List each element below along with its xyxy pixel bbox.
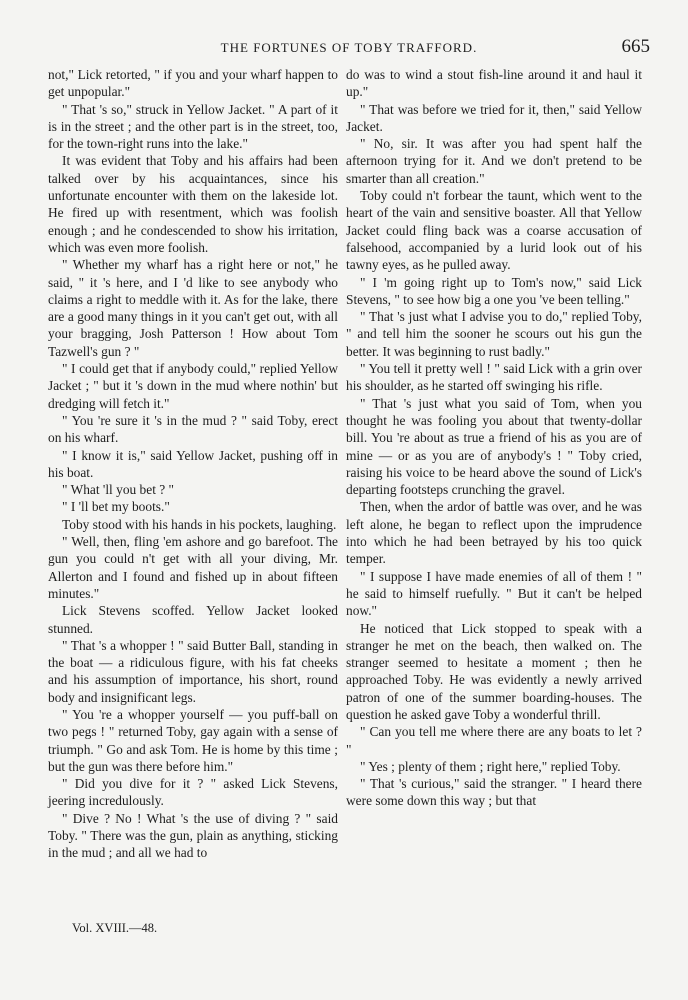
paragraph: " Whether my wharf has a right here or not," he said, " it 's here, and I 'd like to see anybody who claims a right to meddle with it. As for the lake, there are a good many things in it you can't get out, with all your bragging, Josh Patterson ! How about Tom Tazwell's gun ? " <box>48 257 338 359</box>
page-header <box>48 36 650 62</box>
right-column <box>346 66 642 810</box>
paragraph: " That 's curious," said the stranger. " I heard there were some down this way ; but that <box>346 776 642 809</box>
paragraph: " Did you dive for it ? " asked Lick Stevens, jeering incredulously. <box>48 776 338 809</box>
paragraph: " That 's just what you said of Tom, when you thought he was fooling you about that twenty-dollar bill. You 're about as true a friend of his as you are of mine — or as you are of anybody's ! " Toby cried, raising his voice to be heard above the sound of Lick's departing footsteps crunching the gravel. <box>346 395 642 498</box>
paragraph: Toby stood with his hands in his pockets, laughing. <box>62 516 337 532</box>
paragraph: do was to wind a stout fish-line around it and haul it up." <box>346 67 642 100</box>
paragraph: " You 're a whopper yourself — you puff-ball on two pegs ! " returned Toby, gay again with a sense of triumph. " Go and ask Tom. He is home by this time ; but the gun was there before him." <box>48 706 338 774</box>
paragraph: " What 'll you bet ? " <box>62 482 175 498</box>
paragraph: " I suppose I have made enemies of all of them ! " he said to himself ruefully. " But it can't be helped now." <box>346 568 642 619</box>
paragraph: " I 'm going right up to Tom's now," said Lick Stevens, " to see how big a one you 've been telling." <box>346 274 642 307</box>
paragraph: He noticed that Lick stopped to speak with a stranger he met on the beach, then walked on. The stranger seemed to hesitate a moment ; then he approached Toby. He was evidently a newly arrived patron of one of the summer boarding-houses. The question he asked gave Toby a wonderful thrill. <box>346 620 642 722</box>
paragraph: Then, when the ardor of battle was over, and he was left alone, he began to reflect upon the imprudence into which he had been betrayed by his too quick temper. <box>346 499 642 567</box>
paragraph: " Yes ; plenty of them ; right here," replied Toby. <box>360 758 621 774</box>
paragraph: " That was before we tried for it, then," said Yellow Jacket. <box>346 101 642 134</box>
paragraph: " I know it is," said Yellow Jacket, pushing off in his boat. <box>48 447 338 480</box>
paragraph: " Can you tell me where there are any boats to let ? " <box>346 724 642 757</box>
paragraph: " You tell it pretty well ! " said Lick with a grin over his shoulder, as he started off swinging his rifle. <box>346 361 642 394</box>
paragraph: " That 's a whopper ! " said Butter Ball, standing in the boat — a ridiculous figure, with his fat cheeks and his assumption of importance, his short, round body and insignificant legs. <box>48 637 338 705</box>
paragraph: " Dive ? No ! What 's the use of diving ? " said Toby. " There was the gun, plain as anything, sticking in the mud ; and all we had to <box>48 810 338 861</box>
paragraph: Lick Stevens scoffed. Yellow Jacket looked stunned. <box>48 603 338 636</box>
paragraph: " That 's so," struck in Yellow Jacket. " A part of it is in the street ; and the other part is in the street, too, for the town-right runs into the lake." <box>48 101 338 152</box>
paragraph: " No, sir. It was after you had spent half the afternoon trying for it. And we don't pretend to be smarter than all creation." <box>346 136 642 186</box>
paragraph: It was evident that Toby and his affairs had been talked over by his acquaintances, since his unfortunate encounter with them on the lakeside lot. He fired up with resentment, which was foolish enough ; and he condescended to show his irritation, which was even more foolish. <box>48 153 338 255</box>
page-number: 665 <box>621 36 650 57</box>
paragraph: " You 're sure it 's in the mud ? " said Toby, erect on his wharf. <box>48 412 338 446</box>
volume-signature: Vol. XVIII.—48. <box>72 921 158 935</box>
paragraph: " I could get that if anybody could," replied Yellow Jacket ; " but it 's down in the mud where nothin' but dredging will fetch it." <box>48 361 338 411</box>
running-title: THE FORTUNES OF TOBY TRAFFORD. <box>220 40 478 55</box>
paragraph: " Well, then, fling 'em ashore and go barefoot. The gun you could n't get with all your diving, Mr. Allerton and I found and fished up in about fifteen minutes." <box>48 534 338 601</box>
paragraph: " That 's just what I advise you to do," replied Toby, " and tell him the sooner he scours out his gun the better. It was beginning to rust badly." <box>346 309 642 359</box>
paragraph: not," Lick retorted, " if you and your wharf happen to get unpopular." <box>48 67 338 100</box>
left-column <box>48 66 338 862</box>
paragraph: Toby could n't forbear the taunt, which went to the heart of the vain and sensitive boaster. All that Yellow Jacket could fling back was a coarse accusation of falsehood, accompanied by a lurid look out of his tawny eyes, as he pulled away. <box>346 188 642 273</box>
paragraph: " I 'll bet my boots." <box>62 499 170 515</box>
